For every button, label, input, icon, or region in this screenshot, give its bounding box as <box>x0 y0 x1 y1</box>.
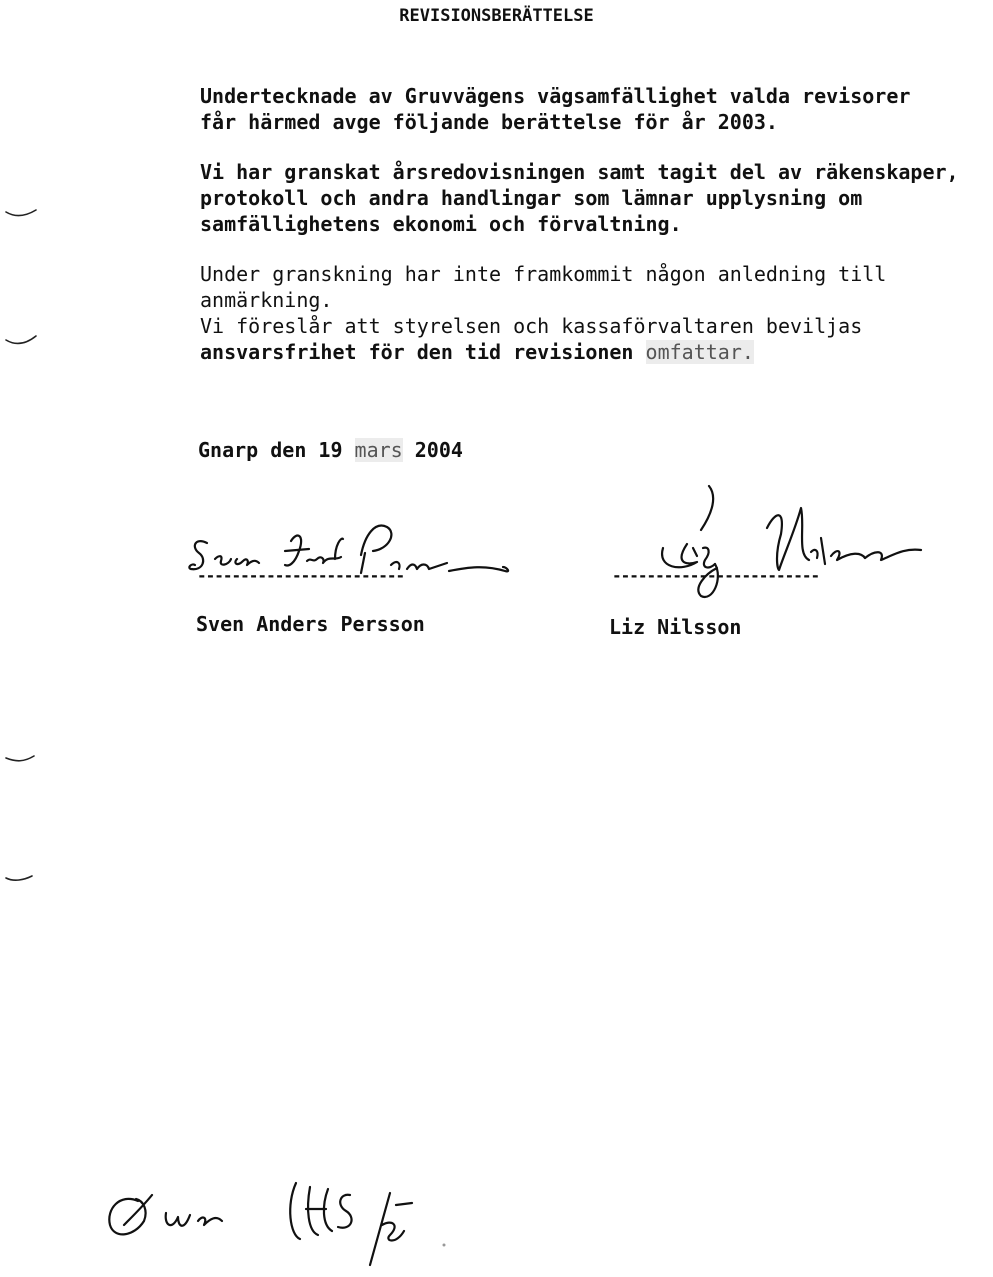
paragraph-line: Vi har granskat årsredovisningen samt tagit del av räkenskaper, <box>200 160 959 184</box>
paragraph-line: Under granskning har inte framkommit någon anledning till <box>200 262 887 286</box>
margin-mark <box>4 206 44 226</box>
paragraph-audit <box>200 159 990 237</box>
paragraph-line: Vi föreslår att styrelsen och kassaförvaltaren beviljas <box>200 314 863 338</box>
date-year: 2004 <box>414 438 463 462</box>
signature-right <box>605 478 935 608</box>
document-title: REVISIONSBERÄTTELSE <box>399 6 594 26</box>
paragraph-line: anmärkning. <box>200 288 333 312</box>
paragraph-line: protokoll och andra handlingar som lämnar upplysning om <box>200 186 863 210</box>
paragraph-line: får härmed avge följande berättelse för år 2003. <box>200 110 778 134</box>
margin-mark <box>4 752 44 772</box>
signature-line-right: ------------------------ <box>612 566 820 585</box>
date-month: mars <box>354 438 403 462</box>
paragraph-intro <box>200 83 990 135</box>
handwritten-initials <box>100 1165 440 1275</box>
signer-name-left: Sven Anders Persson <box>196 612 425 636</box>
paragraph-conclusion <box>200 261 990 365</box>
paragraph-line: Undertecknade av Gruvvägens vägsamfällighet valda revisorer <box>200 84 911 108</box>
paragraph-line: samfällighetens ekonomi och förvaltning. <box>200 212 682 236</box>
date-line <box>198 438 463 462</box>
date-place: Gnarp den 19 <box>198 438 343 462</box>
paragraph-line: ansvarsfrihet för den tid revisionen <box>200 340 634 364</box>
margin-mark <box>4 872 44 892</box>
signer-name-right: Liz Nilsson <box>609 615 742 639</box>
paragraph-line-faint: omfattar. <box>645 340 754 364</box>
margin-mark <box>4 334 44 354</box>
signature-line-left: ------------------------ <box>197 566 405 585</box>
